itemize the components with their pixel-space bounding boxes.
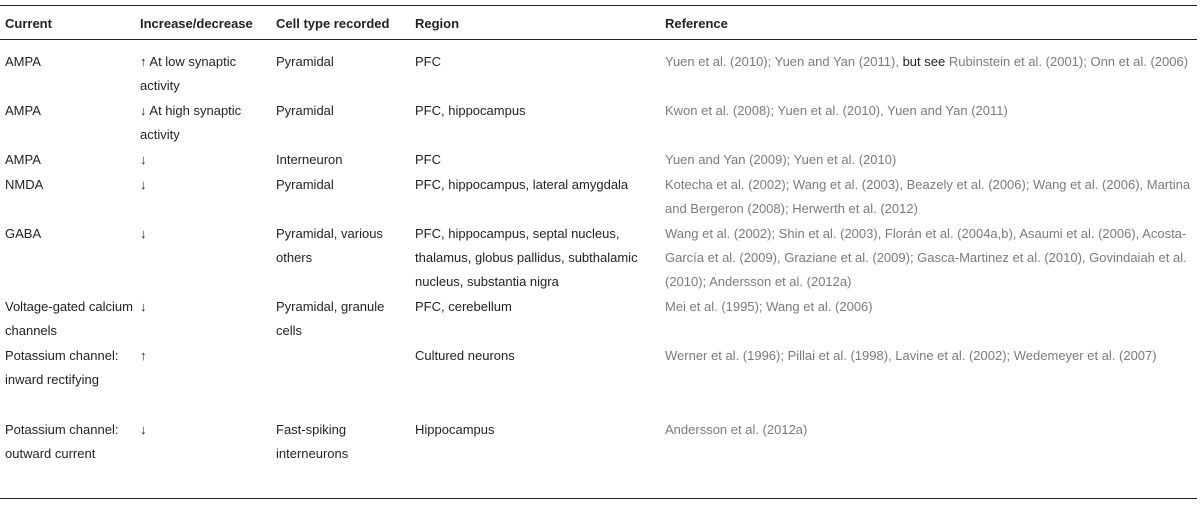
cell-region: PFC (415, 54, 441, 69)
cell-region: PFC, hippocampus (415, 103, 526, 118)
cell-cell-type: Interneuron (276, 152, 343, 167)
cell-reference: Andersson et al. (2012a) (665, 422, 808, 437)
cell-cell-type: Pyramidal, granule cells (276, 299, 385, 338)
cell-change: ↓ (140, 299, 147, 314)
cell-reference: Werner et al. (1996); Pillai et al. (1998), Lavine et al. (2002); Wedemeyer et al. (2007) (665, 348, 1157, 363)
cell-cell-type: Pyramidal, various others (276, 226, 383, 265)
cell-cell-type: Pyramidal (276, 177, 334, 192)
cell-change: ↑ (140, 348, 147, 363)
cell-region: PFC (415, 152, 441, 167)
cell-current: AMPA (5, 54, 41, 69)
cell-current: GABA (5, 226, 42, 241)
cell-region: PFC, hippocampus, septal nucleus, thalamus, globus pallidus, subthalamic nucleus, substantia nigra (415, 226, 638, 289)
bottom-rule (0, 498, 1197, 499)
cell-current: NMDA (5, 177, 44, 192)
cell-reference: Mei et al. (1995); Wang et al. (2006) (665, 299, 873, 314)
reference-text: Rubinstein et al. (2001); Onn et al. (2006) (948, 54, 1189, 69)
cell-region: Hippocampus (415, 422, 495, 437)
cell-current: AMPA (5, 152, 41, 167)
cell-reference: Kotecha et al. (2002); Wang et al. (2003), Beazely et al. (2006); Wang et al. (2006), Martina and Bergeron (2008); Herwerth et al. (2012) (665, 177, 1191, 216)
cell-reference: Wang et al. (2002); Shin et al. (2003), Florán et al. (2004a,b), Asaumi et al. (2006), Acosta-García et al. (2009), Graziane et al. (2009); Gasca-Martinez et al. (2010), Govindaiah et al. (2010); Andersson et al. (2012a) (665, 226, 1187, 289)
cell-change: ↑ At low synaptic activity (140, 54, 237, 93)
cell-change: ↓ At high synaptic activity (140, 103, 242, 142)
cell-cell-type: Pyramidal (276, 103, 334, 118)
cell-reference: Yuen and Yan (2009); Yuen et al. (2010) (665, 152, 897, 167)
header-reference: Reference (665, 16, 728, 31)
header-change: Increase/decrease (140, 16, 253, 31)
cell-change: ↓ (140, 226, 147, 241)
cell-region: PFC, hippocampus, lateral amygdala (415, 177, 629, 192)
header-cell-type: Cell type recorded (276, 16, 390, 31)
cell-current: Potassium channel: outward current (5, 422, 119, 461)
top-rule (0, 5, 1197, 6)
reference-connector: but see (898, 54, 949, 69)
cell-cell-type: Fast-spiking interneurons (276, 422, 349, 461)
cell-change: ↓ (140, 177, 147, 192)
cell-current: Potassium channel: inward rectifying (5, 348, 119, 387)
header-rule (0, 39, 1197, 40)
reference-text: Yuen et al. (2010); Yuen and Yan (2011), (665, 54, 899, 69)
header-region: Region (415, 16, 460, 31)
cell-reference (665, 50, 1197, 74)
cell-reference: Kwon et al. (2008); Yuen et al. (2010), Yuen and Yan (2011) (665, 103, 1008, 118)
cell-region: PFC, cerebellum (415, 299, 512, 314)
cell-change: ↓ (140, 152, 147, 167)
cell-region: Cultured neurons (415, 348, 515, 363)
header-current: Current (5, 16, 52, 31)
cell-current: Voltage-gated calcium channels (5, 299, 133, 338)
cell-current: AMPA (5, 103, 41, 118)
cell-change: ↓ (140, 422, 147, 437)
cell-cell-type: Pyramidal (276, 54, 334, 69)
